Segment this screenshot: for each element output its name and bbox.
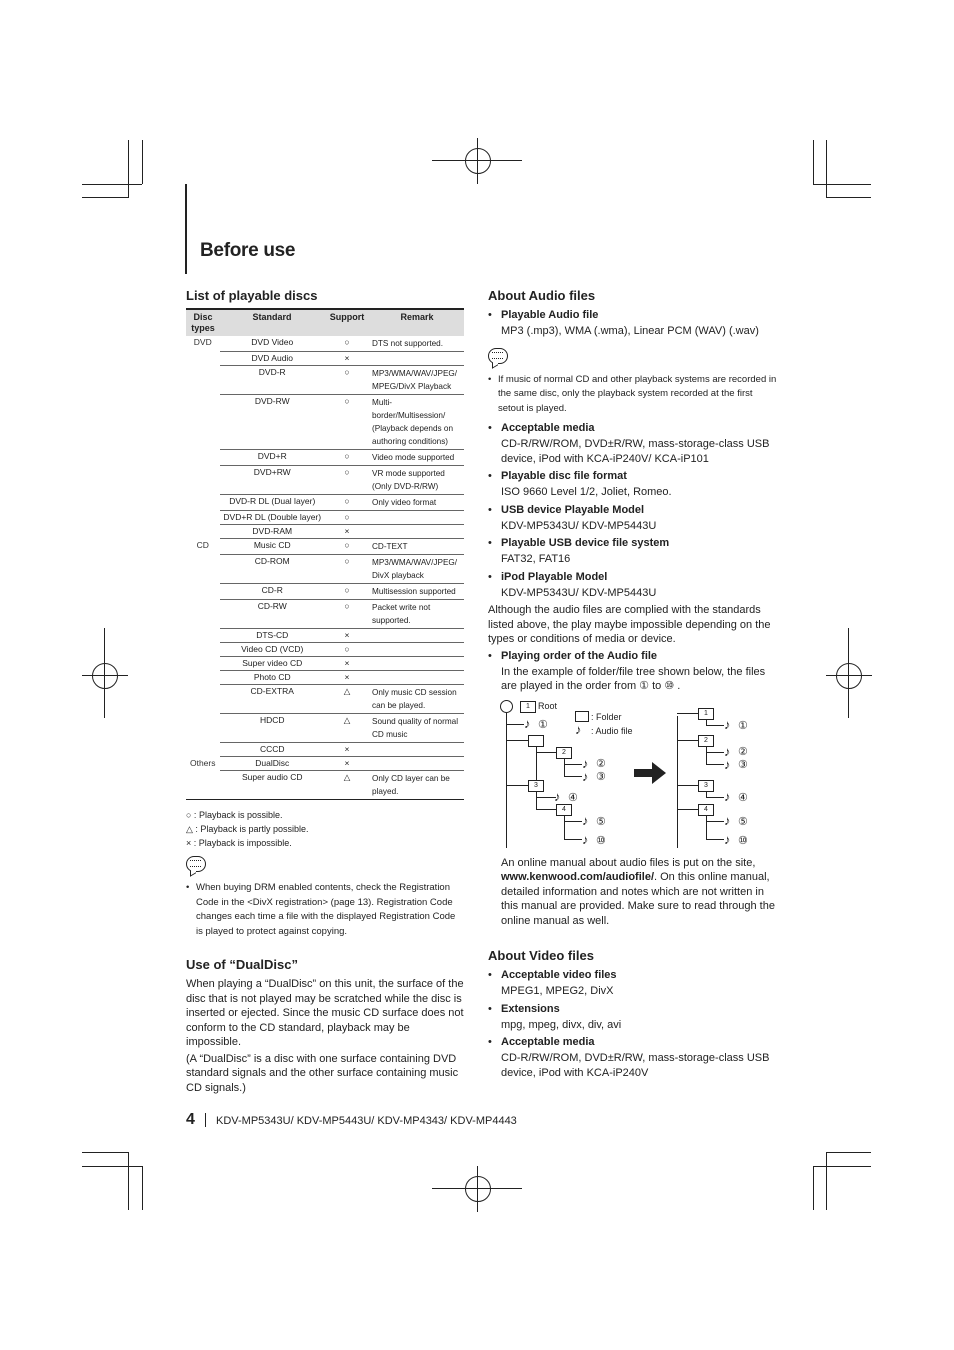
table-cell-standard: DVD-R DL (Dual layer) xyxy=(220,495,324,511)
table-cell-type xyxy=(186,685,220,714)
note-text: • When buying DRM enabled contents, check the Registration Code in the <DivX registration> (page 13). Registration Code changes each time a file with the displayed Registration Code is played to protect against copying. xyxy=(186,881,464,939)
table-cell-type xyxy=(186,466,220,495)
video-item-label: • Acceptable media xyxy=(488,1035,778,1049)
table-cell-type xyxy=(186,629,220,643)
audio-item-label: • iPod Playable Model xyxy=(488,570,778,584)
table-cell-standard: CD-ROM xyxy=(220,555,324,584)
table-header-row xyxy=(186,309,464,336)
table-cell-remark xyxy=(370,743,464,757)
legend xyxy=(186,808,464,850)
table-row xyxy=(186,757,464,771)
video-item-label: • Extensions xyxy=(488,1002,778,1016)
table-cell-standard: CD-R xyxy=(220,584,324,600)
playable-discs-table xyxy=(186,308,464,800)
table-cell-remark: Only music CD session can be played. xyxy=(370,685,464,714)
video-item-value: mpg, mpeg, divx, div, avi xyxy=(501,1018,622,1031)
table-cell-remark xyxy=(370,525,464,539)
crop-mark xyxy=(82,1152,128,1153)
table-cell-support: ○ xyxy=(324,336,370,352)
crop-mark xyxy=(142,1166,143,1210)
audio-standards-text: Although the audio files are complied with the standards listed above, the play maybe impossible depending on the types or conditions of media or device. xyxy=(488,604,771,645)
crop-mark xyxy=(826,197,871,198)
table-cell-standard: Super video CD xyxy=(220,657,324,671)
audio-item-label: • USB device Playable Model xyxy=(488,503,778,517)
audio-item-label: • Acceptable media xyxy=(488,421,778,435)
table-cell-support: × xyxy=(324,757,370,771)
table-cell-type xyxy=(186,395,220,450)
folder-icon: 2 xyxy=(556,747,572,759)
table-row xyxy=(186,495,464,511)
table-cell-support: △ xyxy=(324,685,370,714)
footer-separator xyxy=(205,1113,206,1127)
audio-file-icon: ♪ xyxy=(724,716,731,732)
crop-mark xyxy=(813,1166,814,1210)
audio-file-icon: ♪ xyxy=(582,755,589,771)
table-cell-remark xyxy=(370,511,464,525)
audio-file-icon: ♪ xyxy=(724,743,731,759)
table-cell-remark: Only CD layer can be played. xyxy=(370,771,464,800)
audio-legend-label: : Audio file xyxy=(591,725,633,736)
table-cell-remark: Packet write not supported. xyxy=(370,600,464,629)
file-number: ③ xyxy=(596,770,606,783)
file-number: ② xyxy=(738,745,748,758)
folder-icon: 3 xyxy=(528,780,544,792)
table-cell-standard: DVD-RAM xyxy=(220,525,324,539)
table-cell-remark: Multi-border/Multisession/ (Playback depends on authoring conditions) xyxy=(370,395,464,450)
table-cell-support: × xyxy=(324,525,370,539)
table-row xyxy=(186,366,464,395)
table-cell-standard: DVD+RW xyxy=(220,466,324,495)
table-cell-support: △ xyxy=(324,771,370,800)
audio-file-icon: ♪ xyxy=(575,721,582,737)
table-cell-support: ○ xyxy=(324,466,370,495)
table-cell-standard: Super audio CD xyxy=(220,771,324,800)
root-label: Root xyxy=(538,700,558,711)
video-item-label: • Acceptable video files xyxy=(488,968,778,982)
table-row xyxy=(186,714,464,743)
table-row xyxy=(186,450,464,466)
table-cell-type xyxy=(186,584,220,600)
folder-icon: 1 xyxy=(698,708,714,720)
section-title-playable-discs: List of playable discs xyxy=(186,288,318,303)
audio-file-icon: ♪ xyxy=(724,788,731,804)
crop-mark xyxy=(142,140,143,184)
audio-item-label: • Playable USB device file system xyxy=(488,536,778,550)
table-cell-standard: DVD Audio xyxy=(220,352,324,366)
file-number: ⑩ xyxy=(596,834,606,847)
table-body xyxy=(186,336,464,800)
audio-file-icon: ♪ xyxy=(724,756,731,772)
table-row xyxy=(186,352,464,366)
table-row xyxy=(186,743,464,757)
table-row xyxy=(186,771,464,800)
table-cell-support: × xyxy=(324,743,370,757)
table-cell-remark: VR mode supported (Only DVD-R/RW) xyxy=(370,466,464,495)
table-cell-support: × xyxy=(324,629,370,643)
video-item-value: MPEG1, MPEG2, DivX xyxy=(501,985,614,997)
legend-item: × : Playback is impossible. xyxy=(186,838,292,848)
table-cell-type xyxy=(186,771,220,800)
table-row xyxy=(186,685,464,714)
legend-item: ○ : Playback is possible. xyxy=(186,810,283,820)
file-number: ① xyxy=(538,718,548,731)
table-cell-support: ○ xyxy=(324,511,370,525)
table-cell-type xyxy=(186,671,220,685)
table-cell-support: ○ xyxy=(324,584,370,600)
table-row xyxy=(186,511,464,525)
video-item-value: CD-R/RW/ROM, DVD±R/RW, mass-storage-class USB device, iPod with KCA-iP240V xyxy=(501,1052,770,1079)
audio-item-value: ISO 9660 Level 1/2, Joliet, Romeo. xyxy=(501,486,672,498)
section-title-video-files: About Video files xyxy=(488,948,594,963)
table-row xyxy=(186,629,464,643)
table-cell-remark xyxy=(370,671,464,685)
table-cell-standard: DVD Video xyxy=(220,336,324,352)
left-column xyxy=(186,288,464,1095)
table-row xyxy=(186,671,464,685)
table-cell-standard: DualDisc xyxy=(220,757,324,771)
table-cell-support: ○ xyxy=(324,600,370,629)
crop-mark xyxy=(826,1152,871,1153)
table-cell-support: × xyxy=(324,671,370,685)
file-number: ⑤ xyxy=(596,815,606,828)
playing-order-label: • Playing order of the Audio file xyxy=(488,649,778,663)
file-number: ④ xyxy=(738,791,748,804)
table-cell-support: △ xyxy=(324,714,370,743)
table-cell-remark: MP3/WMA/WAV/JPEG/ MPEG/DivX Playback xyxy=(370,366,464,395)
table-cell-remark xyxy=(370,643,464,657)
table-cell-remark: CD-TEXT xyxy=(370,539,464,555)
crop-mark xyxy=(813,184,871,185)
table-cell-type xyxy=(186,743,220,757)
table-cell-remark: Multisession supported xyxy=(370,584,464,600)
section-title-dualdisc: Use of “DualDisc” xyxy=(186,957,298,972)
table-cell-type xyxy=(186,495,220,511)
table-cell-support: ○ xyxy=(324,555,370,584)
note-icon xyxy=(488,348,508,364)
table-cell-remark: DTS not supported. xyxy=(370,336,464,352)
audio-item-label: • Playable Audio file xyxy=(488,308,778,322)
audio-items-list xyxy=(488,421,778,600)
folder-icon: 4 xyxy=(556,804,572,816)
column-header: Disc types xyxy=(186,309,220,336)
folder-icon: 2 xyxy=(698,735,714,747)
table-cell-remark xyxy=(370,757,464,771)
root-folder-icon: 1 xyxy=(520,701,536,713)
table-cell-type xyxy=(186,555,220,584)
audio-file-icon: ♪ xyxy=(582,812,589,828)
audio-file-icon: ♪ xyxy=(582,768,589,784)
folder-legend-label: : Folder xyxy=(591,711,622,722)
page-number: 4 xyxy=(186,1111,195,1128)
folder-icon: 3 xyxy=(698,780,714,792)
table-row xyxy=(186,395,464,450)
section-title-audio-files: About Audio files xyxy=(488,288,596,303)
table-row xyxy=(186,336,464,352)
table-cell-type: Others xyxy=(189,757,216,768)
crop-mark xyxy=(82,184,142,185)
file-number: ② xyxy=(596,757,606,770)
arrow-right-icon xyxy=(634,762,666,784)
audio-item-value: MP3 (.mp3), WMA (.wma), Linear PCM (WAV) (.wav) xyxy=(501,325,759,337)
table-cell-remark xyxy=(370,657,464,671)
file-number: ① xyxy=(738,719,748,732)
table-cell-remark xyxy=(370,629,464,643)
playing-order-text: In the example of folder/file tree shown below, the files are played in the order from ① to ⑩ . xyxy=(501,665,766,692)
table-cell-support: ○ xyxy=(324,495,370,511)
table-cell-type xyxy=(186,511,220,525)
table-cell-standard: DVD-RW xyxy=(220,395,324,450)
table-row xyxy=(186,584,464,600)
folder-icon xyxy=(575,711,589,722)
column-header: Remark xyxy=(370,309,464,336)
table-cell-standard: CCCD xyxy=(220,743,324,757)
crop-mark xyxy=(826,1152,827,1210)
table-cell-standard: CD-RW xyxy=(220,600,324,629)
audio-item-value: CD-R/RW/ROM, DVD±R/RW, mass-storage-class USB device, iPod with KCA-iP240V/ KCA-iP101 xyxy=(501,438,770,465)
table-row xyxy=(186,466,464,495)
table-cell-remark: MP3/WMA/WAV/JPEG/ DivX playback xyxy=(370,555,464,584)
table-cell-type xyxy=(186,366,220,395)
table-cell-standard: DVD+R xyxy=(220,450,324,466)
table-cell-type xyxy=(186,600,220,629)
crop-mark xyxy=(82,197,128,198)
table-cell-standard: DVD-R xyxy=(220,366,324,395)
title-bar xyxy=(185,184,187,274)
audio-item-label: • Playable disc file format xyxy=(488,469,778,483)
page-title: Before use xyxy=(200,240,296,261)
table-cell-type xyxy=(186,657,220,671)
dualdisc-paragraph: When playing a “DualDisc” on this unit, the surface of the disc that is not played may be scratched while the disc is inserted or ejected. Since the music CD surface does not conform to the CD standard, playback may be impossible. xyxy=(186,978,464,1048)
table-cell-support: × xyxy=(324,657,370,671)
note-text: • If music of normal CD and other playback systems are recorded in the same disc, only the playback system recorded at the first setout is played. xyxy=(488,373,778,417)
table-cell-remark: Video mode supported xyxy=(370,450,464,466)
crop-mark xyxy=(826,140,827,198)
audio-file-icon: ♪ xyxy=(524,715,531,731)
table-cell-type xyxy=(186,450,220,466)
table-cell-support: ○ xyxy=(324,539,370,555)
file-number: ⑩ xyxy=(738,834,748,847)
table-row xyxy=(186,657,464,671)
table-cell-type xyxy=(186,525,220,539)
table-row xyxy=(186,600,464,629)
table-cell-support: ○ xyxy=(324,643,370,657)
table-cell-type xyxy=(186,714,220,743)
column-header: Support xyxy=(324,309,370,336)
table-cell-remark: Only video format xyxy=(370,495,464,511)
right-column xyxy=(488,288,778,1083)
online-manual-link[interactable]: www.kenwood.com/audiofile/ xyxy=(501,871,654,883)
table-cell-support: ○ xyxy=(324,395,370,450)
table-cell-support: ○ xyxy=(324,450,370,466)
crop-mark xyxy=(813,1166,871,1167)
table-cell-standard: Music CD xyxy=(220,539,324,555)
audio-file-icon: ♪ xyxy=(582,831,589,847)
audio-item-value: FAT32, FAT16 xyxy=(501,553,571,565)
crop-mark xyxy=(128,140,129,198)
table-row xyxy=(186,643,464,657)
crop-mark xyxy=(128,1152,129,1210)
audio-file-icon: ♪ xyxy=(554,788,561,804)
audio-item-value: KDV-MP5343U/ KDV-MP5443U xyxy=(501,519,657,532)
table-cell-standard: HDCD xyxy=(220,714,324,743)
crop-mark xyxy=(82,1166,142,1167)
audio-file-icon: ♪ xyxy=(724,812,731,828)
table-cell-type: DVD xyxy=(193,337,212,347)
table-cell-standard: Photo CD xyxy=(220,671,324,685)
table-cell-standard: Video CD (VCD) xyxy=(220,643,324,657)
table-cell-support: × xyxy=(324,352,370,366)
legend-item: △ : Playback is partly possible. xyxy=(186,824,309,834)
table-cell-standard: CD-EXTRA xyxy=(220,685,324,714)
crop-mark xyxy=(813,140,814,184)
table-cell-type xyxy=(186,352,220,366)
column-header: Standard xyxy=(220,309,324,336)
dualdisc-paragraph: (A “DualDisc” is a disc with one surface containing DVD standard signals and the other surface containing music CD signals.) xyxy=(186,1052,459,1094)
table-row xyxy=(186,539,464,555)
table-row xyxy=(186,555,464,584)
online-manual-text: An online manual about audio files is put on the site, www.kenwood.com/audiofile/. On this online manual, detailed information and notes which are not written in this manual are provided. Make sure to read through the online manual as well. xyxy=(501,856,775,927)
table-cell-standard: DVD+R DL (Double layer) xyxy=(220,511,324,525)
table-cell-type xyxy=(186,643,220,657)
table-cell-support: ○ xyxy=(324,366,370,395)
footer-models: KDV-MP5343U/ KDV-MP5443U/ KDV-MP4343/ KDV-MP4443 xyxy=(216,1115,517,1127)
audio-file-icon: ♪ xyxy=(724,831,731,847)
file-number: ④ xyxy=(568,791,578,804)
root-circle-icon xyxy=(500,700,513,713)
folder-icon: 4 xyxy=(698,804,714,816)
note-icon xyxy=(186,856,206,872)
folder-tree-diagram xyxy=(488,700,778,850)
table-cell-type: CD xyxy=(196,539,209,550)
file-number: ⑤ xyxy=(738,815,748,828)
file-number: ③ xyxy=(738,758,748,771)
table-cell-standard: DTS-CD xyxy=(220,629,324,643)
audio-item-value: KDV-MP5343U/ KDV-MP5443U xyxy=(501,586,657,599)
table-cell-remark xyxy=(370,352,464,366)
table-row xyxy=(186,525,464,539)
table-cell-remark: Sound quality of normal CD music xyxy=(370,714,464,743)
